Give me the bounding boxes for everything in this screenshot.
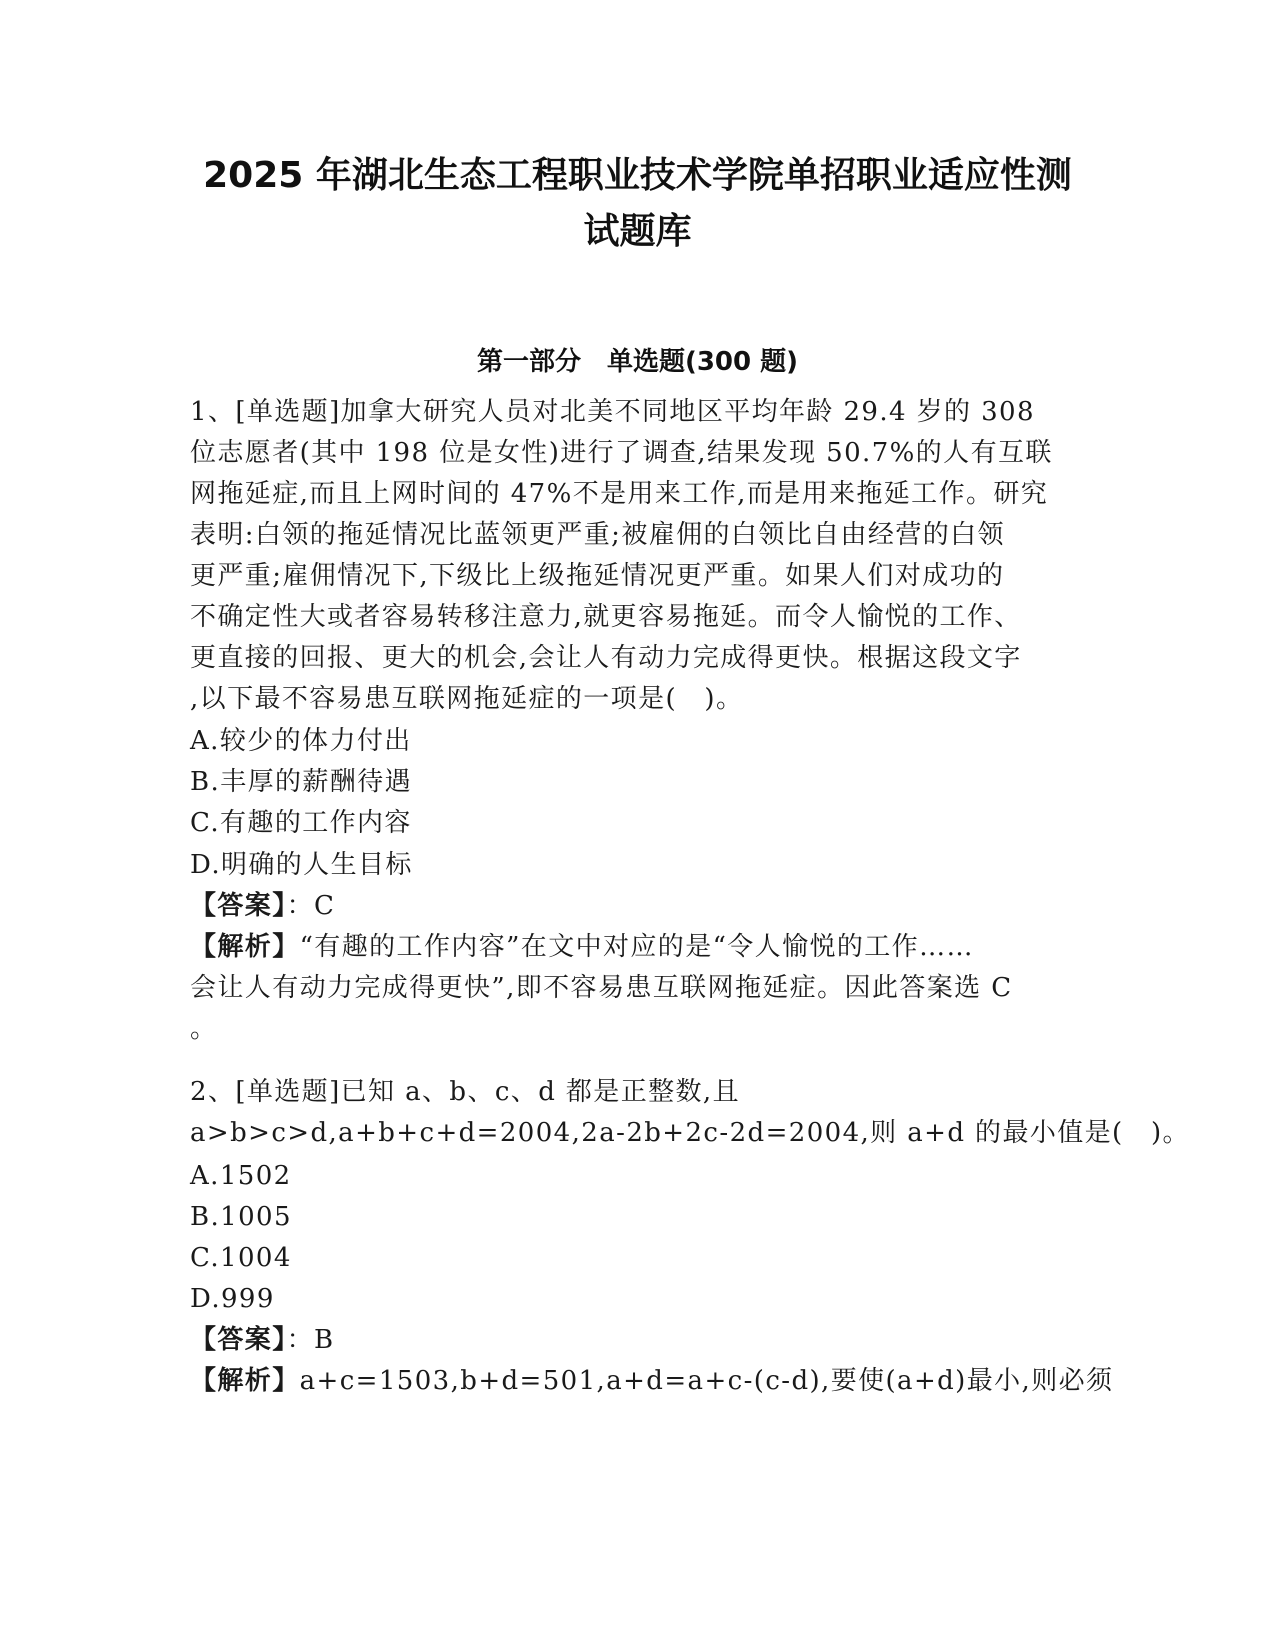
- question-1-option-c: C.有趣的工作内容: [190, 808, 412, 838]
- question-1-stem-line: 不确定性大或者容易转移注意力,就更容易拖延。而令人愉悦的工作、: [190, 602, 1022, 632]
- question-2-stem-line: 2、[单选题]已知 a、b、c、d 都是正整数,且: [190, 1077, 740, 1107]
- analysis-label: 【解析】: [190, 932, 300, 962]
- question-2-option-b: B.1005: [190, 1202, 292, 1232]
- question-1-analysis: [190, 927, 974, 967]
- analysis-text: “有趣的工作内容”在文中对应的是“令人愉悦的工作……: [299, 932, 974, 962]
- analysis-label: 【解析】: [190, 1366, 300, 1396]
- answer-value: ：B: [286, 1325, 335, 1355]
- question-2-answer: [190, 1320, 335, 1360]
- question-2-option-a: A.1502: [190, 1161, 292, 1191]
- question-2-stem-line: a>b>c>d,a+b+c+d=2004,2a-2b+2c-2d=2004,则 a+d 的最小值是( )。: [190, 1118, 1190, 1148]
- question-1-stem-line: 表明:白领的拖延情况比蓝领更严重;被雇佣的白领比自由经营的白领: [190, 520, 1005, 550]
- document-title-line-2: 试题库: [583, 211, 692, 252]
- question-1-stem-line: 更直接的回报、更大的机会,会让人有动力完成得更快。根据这段文字: [190, 643, 1022, 673]
- question-1-answer: [190, 886, 335, 926]
- question-1-stem-line: 1、[单选题]加拿大研究人员对北美不同地区平均年龄 29.4 岁的 308: [190, 397, 1035, 427]
- question-1-analysis-line: 。: [190, 1014, 218, 1044]
- question-1-stem-line: 位志愿者(其中 198 位是女性)进行了调查,结果发现 50.7%的人有互联: [190, 438, 1053, 468]
- question-1-analysis-line: 会让人有动力完成得更快”,即不容易患互联网拖延症。因此答案选 C: [190, 973, 1013, 1003]
- question-2-option-d: D.999: [190, 1284, 275, 1314]
- answer-label: 【答案】: [190, 891, 287, 921]
- question-1-option-d: D.明确的人生目标: [190, 850, 413, 880]
- section-heading: 第一部分 单选题(300 题): [476, 347, 799, 377]
- answer-label: 【答案】: [190, 1325, 287, 1355]
- question-1-stem-line: 更严重;雇佣情况下,下级比上级拖延情况更严重。如果人们对成功的: [190, 561, 1005, 591]
- question-2-analysis: [190, 1361, 1113, 1401]
- question-1-option-b: B.丰厚的薪酬待遇: [190, 767, 412, 797]
- question-1-stem-line: ,以下最不容易患互联网拖延症的一项是( )。: [190, 684, 744, 714]
- question-1-option-a: A.较少的体力付出: [190, 726, 412, 756]
- answer-value: ：C: [286, 891, 336, 921]
- document-title-line-1: 2025 年湖北生态工程职业技术学院单招职业适应性测: [203, 155, 1072, 196]
- analysis-text: a+c=1503,b+d=501,a+d=a+c-(c-d),要使(a+d)最小,则必须: [299, 1366, 1114, 1396]
- question-1-stem-line: 网拖延症,而且上网时间的 47%不是用来工作,而是用来拖延工作。研究: [190, 479, 1049, 509]
- question-2-option-c: C.1004: [190, 1243, 292, 1273]
